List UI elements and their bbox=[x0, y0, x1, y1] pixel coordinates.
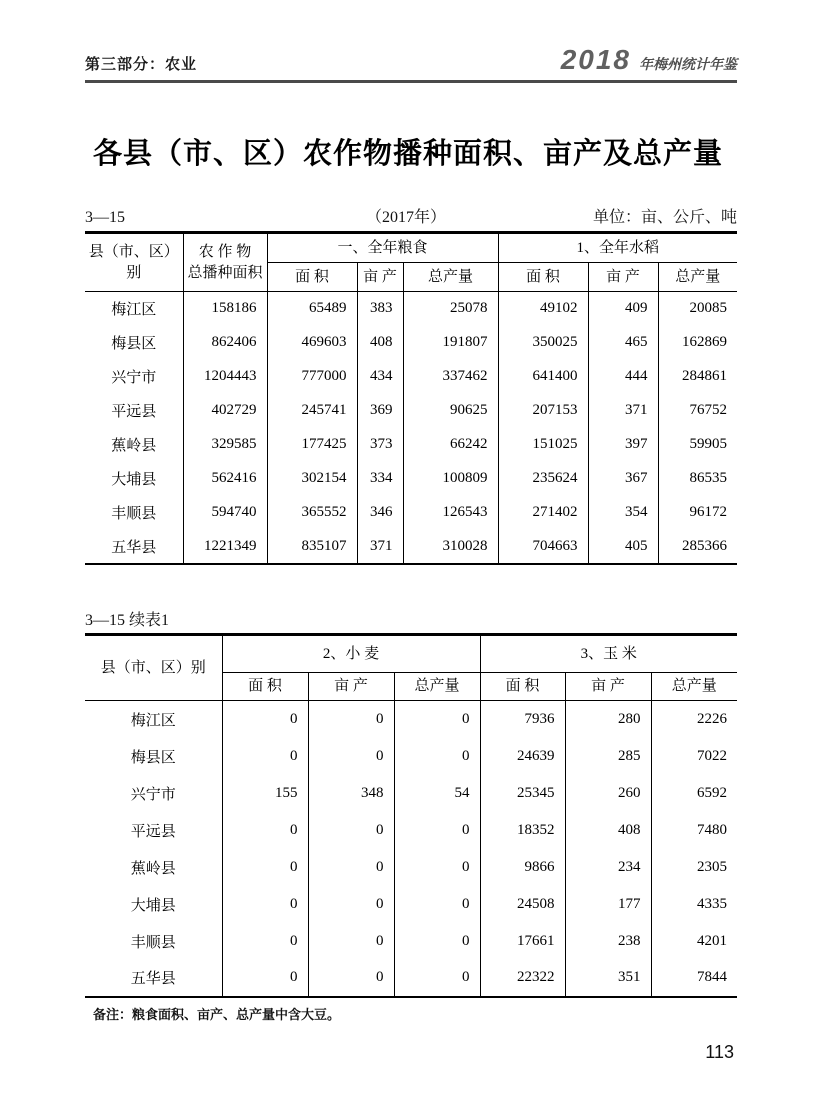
table-row bbox=[85, 849, 737, 886]
data-cell: 234 bbox=[565, 849, 651, 886]
data-cell: 0 bbox=[308, 960, 394, 997]
table-row bbox=[85, 701, 737, 738]
data-cell: 0 bbox=[394, 886, 480, 923]
book-name: 年梅州统计年鉴 bbox=[639, 56, 737, 72]
data-cell: 402729 bbox=[183, 394, 267, 428]
data-cell: 0 bbox=[394, 738, 480, 775]
data-cell: 6592 bbox=[651, 775, 737, 812]
page-title: 各县（市、区）农作物播种面积、亩产及总产量 bbox=[92, 138, 723, 170]
table-row bbox=[85, 462, 737, 496]
data-cell: 337462 bbox=[403, 360, 498, 394]
data-cell: 409 bbox=[588, 292, 658, 326]
data-cell: 383 bbox=[357, 292, 403, 326]
data-cell: 151025 bbox=[498, 428, 588, 462]
data-cell: 369 bbox=[357, 394, 403, 428]
county-cell: 平远县 bbox=[85, 394, 183, 428]
table-row bbox=[85, 886, 737, 923]
data-cell: 207153 bbox=[498, 394, 588, 428]
data-cell: 350025 bbox=[498, 326, 588, 360]
sub-header-yield: 亩 产 bbox=[308, 673, 394, 701]
data-cell: 20085 bbox=[658, 292, 737, 326]
data-cell: 0 bbox=[308, 849, 394, 886]
data-cell: 235624 bbox=[498, 462, 588, 496]
data-cell: 7844 bbox=[651, 960, 737, 997]
data-cell: 177425 bbox=[267, 428, 357, 462]
table1-body bbox=[85, 292, 737, 564]
continuation-label: 3—15 续表1 bbox=[85, 612, 170, 629]
sub-header-output: 总产量 bbox=[394, 673, 480, 701]
table-row bbox=[85, 923, 737, 960]
sub-header-yield: 亩 产 bbox=[357, 263, 403, 292]
data-cell: 0 bbox=[222, 960, 308, 997]
data-cell: 25078 bbox=[403, 292, 498, 326]
table-row bbox=[85, 394, 737, 428]
sub-header-area: 面 积 bbox=[267, 263, 357, 292]
data-cell: 4335 bbox=[651, 886, 737, 923]
sub-header-output: 总产量 bbox=[651, 673, 737, 701]
data-cell: 862406 bbox=[183, 326, 267, 360]
county-cell: 蕉岭县 bbox=[85, 849, 222, 886]
table-number: 3—15 bbox=[85, 209, 125, 226]
table-header-row bbox=[85, 635, 737, 673]
data-cell: 334 bbox=[357, 462, 403, 496]
book-title bbox=[561, 44, 737, 76]
sub-header-area: 面 积 bbox=[498, 263, 588, 292]
data-cell: 0 bbox=[222, 923, 308, 960]
data-cell: 405 bbox=[588, 530, 658, 564]
county-cell: 丰顺县 bbox=[85, 496, 183, 530]
data-cell: 329585 bbox=[183, 428, 267, 462]
data-cell: 0 bbox=[394, 923, 480, 960]
data-cell: 90625 bbox=[403, 394, 498, 428]
data-cell: 371 bbox=[588, 394, 658, 428]
sub-header-output: 总产量 bbox=[658, 263, 737, 292]
page-number: 113 bbox=[705, 1042, 734, 1062]
county-cell: 平远县 bbox=[85, 812, 222, 849]
data-cell: 777000 bbox=[267, 360, 357, 394]
data-cell: 24508 bbox=[480, 886, 565, 923]
data-cell: 260 bbox=[565, 775, 651, 812]
data-cell: 7022 bbox=[651, 738, 737, 775]
table2-header bbox=[85, 635, 737, 701]
table-row bbox=[85, 530, 737, 564]
data-cell: 346 bbox=[357, 496, 403, 530]
table-caption-row bbox=[85, 204, 737, 227]
table-row bbox=[85, 326, 737, 360]
data-cell: 7480 bbox=[651, 812, 737, 849]
county-cell: 五华县 bbox=[85, 530, 183, 564]
data-cell: 354 bbox=[588, 496, 658, 530]
data-cell: 0 bbox=[308, 701, 394, 738]
table1-header bbox=[85, 233, 737, 292]
data-cell: 54 bbox=[394, 775, 480, 812]
data-cell: 371 bbox=[357, 530, 403, 564]
group-header-rice: 1、全年水稻 bbox=[498, 233, 737, 263]
data-cell: 408 bbox=[565, 812, 651, 849]
col-header-county-line2: 别 bbox=[126, 264, 142, 281]
sub-header-area: 面 积 bbox=[480, 673, 565, 701]
data-cell: 408 bbox=[357, 326, 403, 360]
data-cell: 191807 bbox=[403, 326, 498, 360]
continuation-table bbox=[85, 633, 737, 998]
data-cell: 397 bbox=[588, 428, 658, 462]
data-cell: 18352 bbox=[480, 812, 565, 849]
col-header-total-sown-line1: 农 作 物 bbox=[198, 244, 252, 261]
data-cell: 284861 bbox=[658, 360, 737, 394]
county-cell: 大埔县 bbox=[85, 886, 222, 923]
data-cell: 0 bbox=[394, 849, 480, 886]
data-cell: 17661 bbox=[480, 923, 565, 960]
data-cell: 465 bbox=[588, 326, 658, 360]
data-cell: 835107 bbox=[267, 530, 357, 564]
data-cell: 100809 bbox=[403, 462, 498, 496]
data-cell: 0 bbox=[308, 886, 394, 923]
table-row bbox=[85, 496, 737, 530]
data-cell: 310028 bbox=[403, 530, 498, 564]
data-cell: 0 bbox=[222, 886, 308, 923]
sub-header-area: 面 积 bbox=[222, 673, 308, 701]
data-cell: 0 bbox=[394, 701, 480, 738]
county-cell: 兴宁市 bbox=[85, 775, 222, 812]
county-cell: 梅县区 bbox=[85, 326, 183, 360]
county-cell: 梅江区 bbox=[85, 292, 183, 326]
group-header-grain: 一、全年粮食 bbox=[267, 233, 498, 263]
col-header-total-sown-line2: 总播种面积 bbox=[187, 264, 263, 281]
data-cell: 469603 bbox=[267, 326, 357, 360]
data-cell: 0 bbox=[222, 849, 308, 886]
col-header-county bbox=[85, 233, 183, 292]
data-cell: 76752 bbox=[658, 394, 737, 428]
table-row bbox=[85, 428, 737, 462]
table-row bbox=[85, 775, 737, 812]
data-cell: 594740 bbox=[183, 496, 267, 530]
data-cell: 1204443 bbox=[183, 360, 267, 394]
planting-area-table bbox=[85, 231, 737, 565]
data-cell: 238 bbox=[565, 923, 651, 960]
data-cell: 0 bbox=[308, 812, 394, 849]
data-cell: 9866 bbox=[480, 849, 565, 886]
sub-header-yield: 亩 产 bbox=[565, 673, 651, 701]
table-year: （2017年） bbox=[365, 209, 446, 226]
footnote: 备注：粮食面积、亩产、总产量中含大豆。 bbox=[93, 1007, 341, 1022]
table-row bbox=[85, 960, 737, 997]
data-cell: 162869 bbox=[658, 326, 737, 360]
col-header-county: 县（市、区）别 bbox=[85, 635, 222, 701]
data-cell: 367 bbox=[588, 462, 658, 496]
data-cell: 434 bbox=[357, 360, 403, 394]
data-cell: 0 bbox=[308, 923, 394, 960]
data-cell: 0 bbox=[222, 738, 308, 775]
table-row bbox=[85, 812, 737, 849]
data-cell: 22322 bbox=[480, 960, 565, 997]
data-cell: 0 bbox=[222, 701, 308, 738]
data-cell: 158186 bbox=[183, 292, 267, 326]
data-cell: 373 bbox=[357, 428, 403, 462]
data-cell: 1221349 bbox=[183, 530, 267, 564]
data-cell: 0 bbox=[394, 812, 480, 849]
sub-header-yield: 亩 产 bbox=[588, 263, 658, 292]
data-cell: 0 bbox=[222, 812, 308, 849]
data-cell: 280 bbox=[565, 701, 651, 738]
data-cell: 7936 bbox=[480, 701, 565, 738]
data-cell: 59905 bbox=[658, 428, 737, 462]
data-cell: 2226 bbox=[651, 701, 737, 738]
data-cell: 0 bbox=[308, 738, 394, 775]
table-row bbox=[85, 738, 737, 775]
data-cell: 2305 bbox=[651, 849, 737, 886]
data-cell: 126543 bbox=[403, 496, 498, 530]
group-header-wheat: 2、小 麦 bbox=[222, 635, 480, 673]
col-header-total-sown bbox=[183, 233, 267, 292]
col-header-county-line1: 县（市、区） bbox=[88, 244, 179, 261]
county-cell: 丰顺县 bbox=[85, 923, 222, 960]
sub-header-output: 总产量 bbox=[403, 263, 498, 292]
book-year: 2018 bbox=[560, 44, 631, 75]
data-cell: 302154 bbox=[267, 462, 357, 496]
data-cell: 562416 bbox=[183, 462, 267, 496]
data-cell: 49102 bbox=[498, 292, 588, 326]
data-cell: 25345 bbox=[480, 775, 565, 812]
data-cell: 641400 bbox=[498, 360, 588, 394]
data-cell: 365552 bbox=[267, 496, 357, 530]
running-header bbox=[85, 44, 737, 83]
data-cell: 285366 bbox=[658, 530, 737, 564]
data-cell: 245741 bbox=[267, 394, 357, 428]
data-cell: 351 bbox=[565, 960, 651, 997]
data-cell: 24639 bbox=[480, 738, 565, 775]
group-header-corn: 3、玉 米 bbox=[480, 635, 737, 673]
section-label: 第三部分：农业 bbox=[85, 56, 198, 73]
data-cell: 285 bbox=[565, 738, 651, 775]
county-cell: 梅县区 bbox=[85, 738, 222, 775]
data-cell: 155 bbox=[222, 775, 308, 812]
county-cell: 梅江区 bbox=[85, 701, 222, 738]
table-row bbox=[85, 292, 737, 326]
data-cell: 444 bbox=[588, 360, 658, 394]
data-cell: 65489 bbox=[267, 292, 357, 326]
data-cell: 66242 bbox=[403, 428, 498, 462]
county-cell: 兴宁市 bbox=[85, 360, 183, 394]
county-cell: 五华县 bbox=[85, 960, 222, 997]
county-cell: 蕉岭县 bbox=[85, 428, 183, 462]
data-cell: 86535 bbox=[658, 462, 737, 496]
table2-body bbox=[85, 701, 737, 997]
data-cell: 704663 bbox=[498, 530, 588, 564]
data-cell: 96172 bbox=[658, 496, 737, 530]
data-cell: 271402 bbox=[498, 496, 588, 530]
data-cell: 4201 bbox=[651, 923, 737, 960]
table-header-row bbox=[85, 233, 737, 263]
data-cell: 0 bbox=[394, 960, 480, 997]
data-cell: 177 bbox=[565, 886, 651, 923]
data-cell: 348 bbox=[308, 775, 394, 812]
table-row bbox=[85, 360, 737, 394]
county-cell: 大埔县 bbox=[85, 462, 183, 496]
table-unit: 单位：亩、公斤、吨 bbox=[592, 209, 737, 226]
